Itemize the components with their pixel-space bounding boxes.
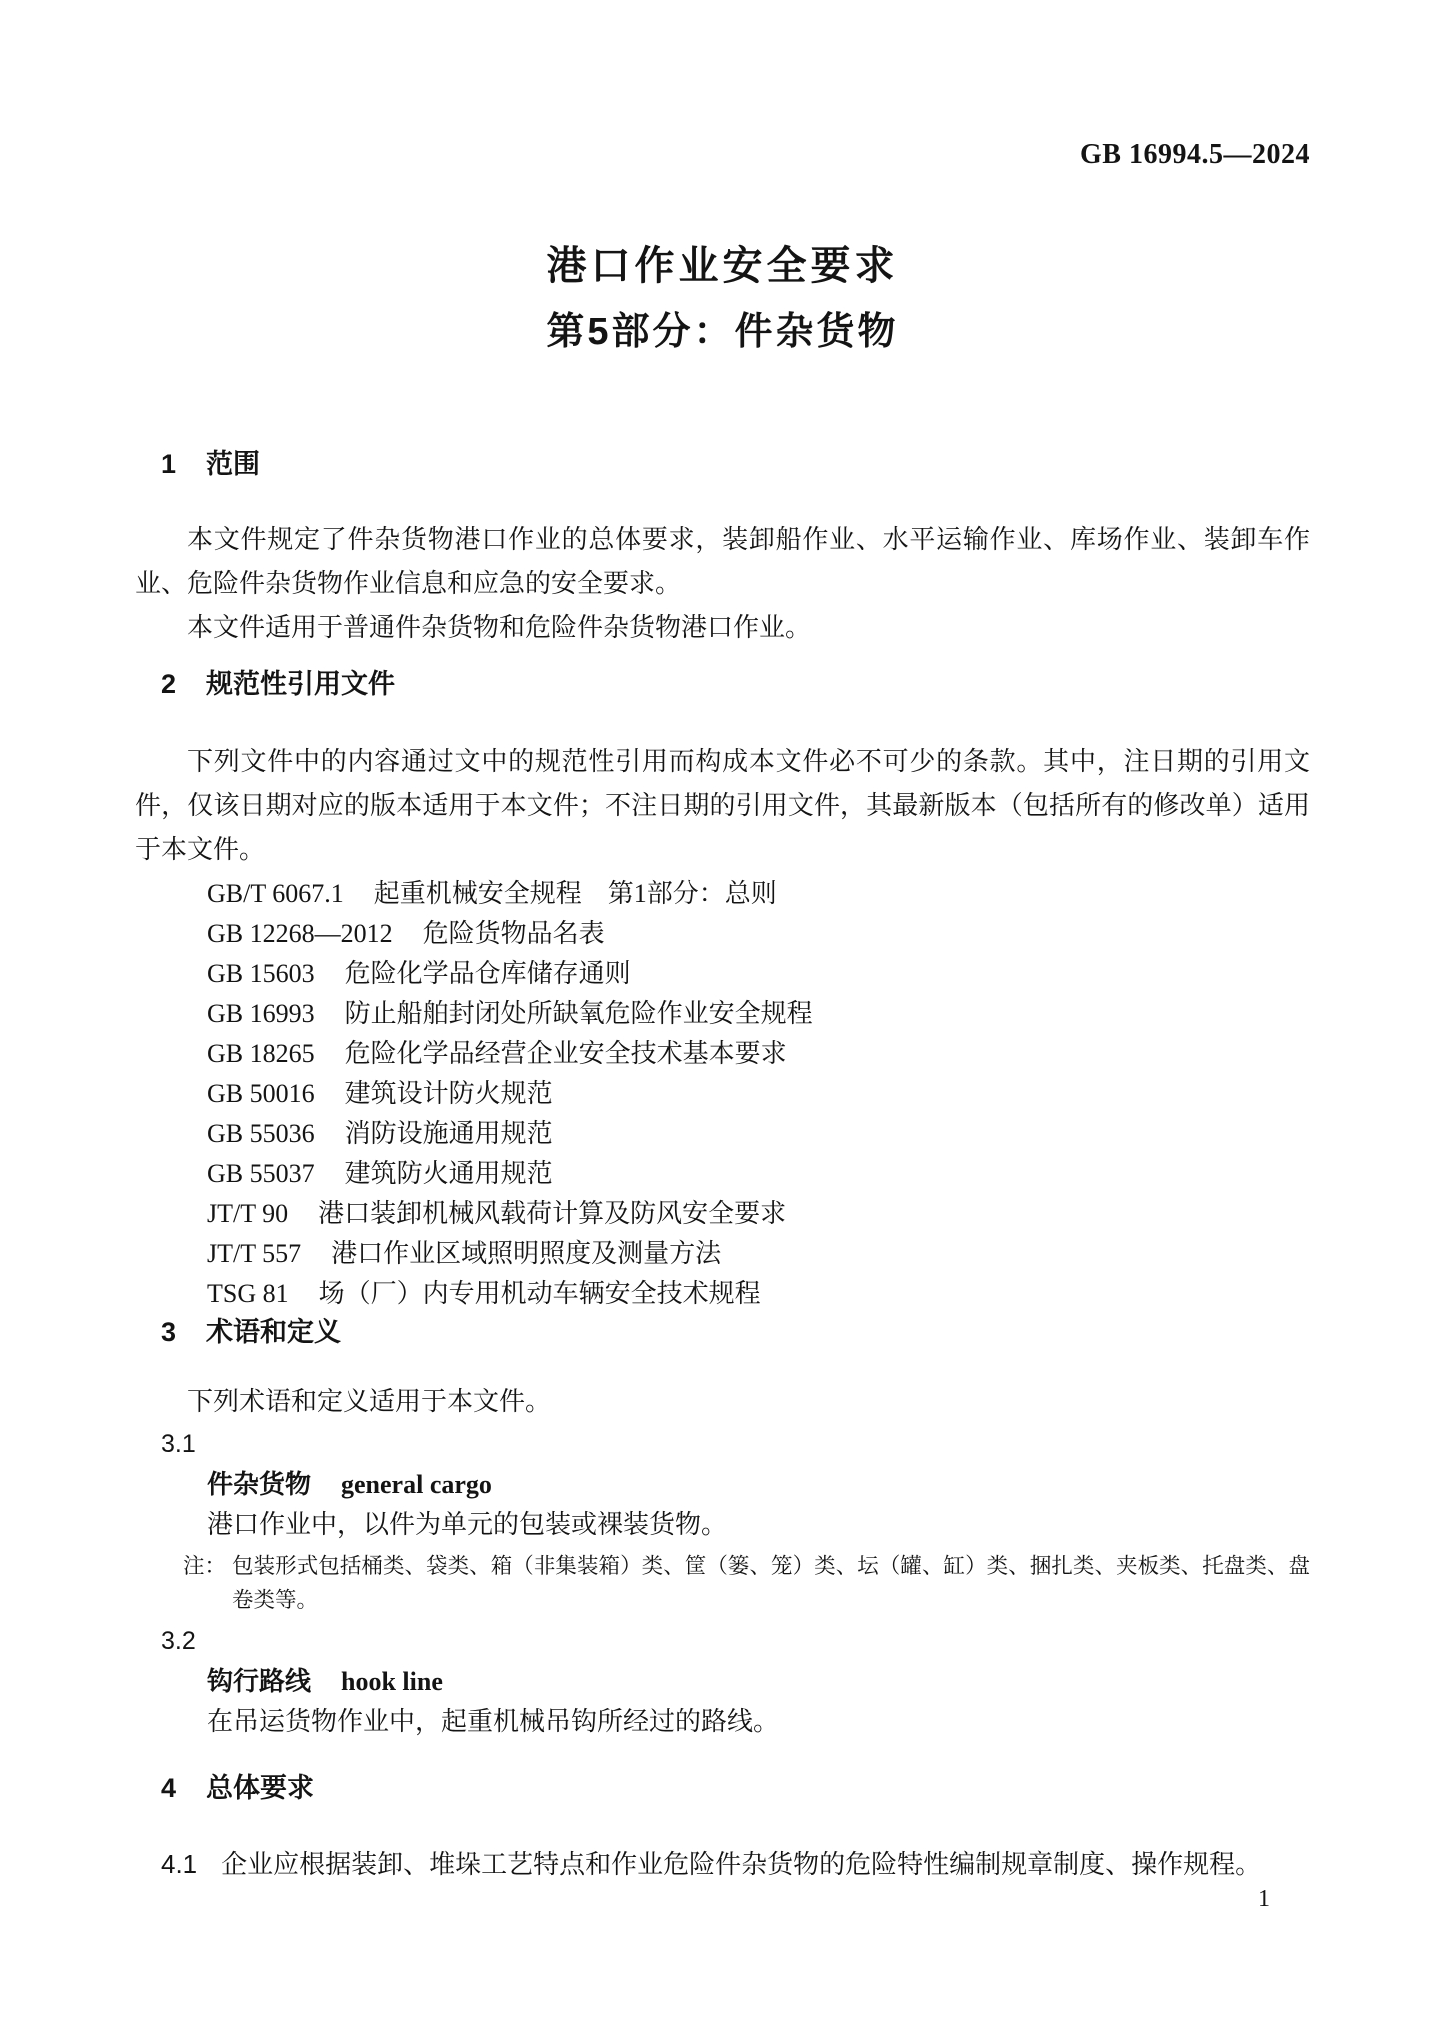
reference-code: GB 12268—2012 bbox=[207, 919, 393, 948]
reference-row bbox=[135, 1194, 1310, 1234]
reference-title: 危险货物品名表 bbox=[422, 919, 605, 948]
term-entry-3-1 bbox=[135, 1464, 1310, 1505]
section-3-heading bbox=[135, 1314, 1310, 1350]
document-title-line1: 港口作业安全要求 bbox=[546, 244, 899, 288]
reference-title: 起重机械安全规程 第1部分：总则 bbox=[373, 879, 777, 908]
term-note-3-1 bbox=[135, 1549, 1310, 1617]
reference-code: GB 50016 bbox=[207, 1079, 315, 1108]
reference-code: GB 18265 bbox=[207, 1039, 315, 1068]
section-3-number: 3 bbox=[161, 1317, 177, 1347]
reference-row bbox=[135, 874, 1310, 914]
section-1-paragraph-2: 本文件适用于普通件杂货物和危险件杂货物港口作业。 bbox=[187, 613, 812, 642]
section-4-heading-text: 总体要求 bbox=[206, 1773, 315, 1803]
section-3-intro: 下列术语和定义适用于本文件。 bbox=[187, 1387, 552, 1416]
standard-code: GB 16994.5—2024 bbox=[1080, 139, 1310, 170]
section-2-heading-text: 规范性引用文件 bbox=[206, 669, 396, 699]
document-title-line2: 第5部分：件杂货物 bbox=[546, 311, 899, 353]
term-entry-3-2 bbox=[135, 1661, 1310, 1702]
term-name-zh: 件杂货物 bbox=[207, 1469, 312, 1499]
reference-code: GB/T 6067.1 bbox=[207, 879, 344, 908]
section-2-heading bbox=[135, 666, 1310, 702]
reference-code: TSG 81 bbox=[207, 1279, 289, 1308]
term-definition-3-2: 在吊运货物作业中，起重机械吊钩所经过的路线。 bbox=[207, 1707, 780, 1736]
section-2-number: 2 bbox=[161, 669, 177, 699]
section-1-paragraph-1: 本文件规定了件杂货物港口作业的总体要求，装卸船作业、水平运输作业、库场作业、装卸车作业、危险件杂货物作业信息和应急的安全要求。 bbox=[135, 525, 1310, 598]
reference-title: 港口作业区域照明照度及测量方法 bbox=[331, 1239, 722, 1268]
reference-row bbox=[135, 1114, 1310, 1154]
reference-title: 防止船舶封闭处所缺氧危险作业安全规程 bbox=[344, 999, 813, 1028]
reference-title: 建筑防火通用规范 bbox=[344, 1159, 553, 1188]
term-definition-3-1: 港口作业中，以件为单元的包装或裸装货物。 bbox=[207, 1510, 728, 1539]
reference-title: 场（厂）内专用机动车辆安全技术规程 bbox=[318, 1279, 761, 1308]
page-number: 1 bbox=[1258, 1886, 1270, 1912]
section-3-heading-text: 术语和定义 bbox=[206, 1317, 342, 1347]
section-4-number: 4 bbox=[161, 1773, 177, 1803]
term-name-zh: 钩行路线 bbox=[207, 1666, 312, 1696]
reference-row bbox=[135, 1074, 1310, 1114]
reference-title: 港口装卸机械风载荷计算及防风安全要求 bbox=[318, 1199, 787, 1228]
clause-text: 企业应根据装卸、堆垛工艺特点和作业危险件杂货物的危险特性编制规章制度、操作规程。 bbox=[221, 1850, 1262, 1879]
reference-code: GB 55036 bbox=[207, 1119, 315, 1148]
term-name-en: general cargo bbox=[341, 1470, 492, 1499]
reference-title: 建筑设计防火规范 bbox=[344, 1079, 553, 1108]
reference-code: GB 15603 bbox=[207, 959, 315, 988]
reference-row bbox=[135, 914, 1310, 954]
reference-title: 消防设施通用规范 bbox=[344, 1119, 553, 1148]
note-text: 包装形式包括桶类、袋类、箱（非集装箱）类、筐（篓、笼）类、坛（罐、缸）类、捆扎类、夹板类、托盘类、盘卷类等。 bbox=[232, 1554, 1310, 1612]
reference-row bbox=[135, 1154, 1310, 1194]
clause-4-1 bbox=[135, 1842, 1310, 1887]
reference-title: 危险化学品经营企业安全技术基本要求 bbox=[344, 1039, 787, 1068]
clause-number: 4.1 bbox=[161, 1849, 198, 1879]
term-number-3-1: 3.1 bbox=[161, 1430, 196, 1458]
note-label: 注： bbox=[183, 1554, 227, 1578]
reference-code: GB 55037 bbox=[207, 1159, 315, 1188]
reference-row bbox=[135, 1234, 1310, 1274]
section-4-heading bbox=[135, 1770, 1310, 1806]
section-1-heading-text: 范围 bbox=[206, 449, 261, 479]
reference-row bbox=[135, 994, 1310, 1034]
reference-code: JT/T 90 bbox=[207, 1199, 289, 1228]
reference-title: 危险化学品仓库储存通则 bbox=[344, 959, 631, 988]
section-2-intro: 下列文件中的内容通过文中的规范性引用而构成本文件必不可少的条款。其中，注日期的引用文件，仅该日期对应的版本适用于本文件；不注日期的引用文件，其最新版本（包括所有的修改单）适用于本文件。 bbox=[135, 747, 1310, 864]
reference-code: GB 16993 bbox=[207, 999, 315, 1028]
reference-row bbox=[135, 954, 1310, 994]
references-list bbox=[135, 874, 1310, 1314]
reference-code: JT/T 557 bbox=[207, 1239, 302, 1268]
section-1-number: 1 bbox=[161, 449, 177, 479]
reference-row bbox=[135, 1034, 1310, 1074]
term-name-en: hook line bbox=[341, 1667, 443, 1696]
section-1-heading bbox=[135, 446, 1310, 482]
reference-row bbox=[135, 1274, 1310, 1314]
term-number-3-2: 3.2 bbox=[161, 1627, 196, 1655]
